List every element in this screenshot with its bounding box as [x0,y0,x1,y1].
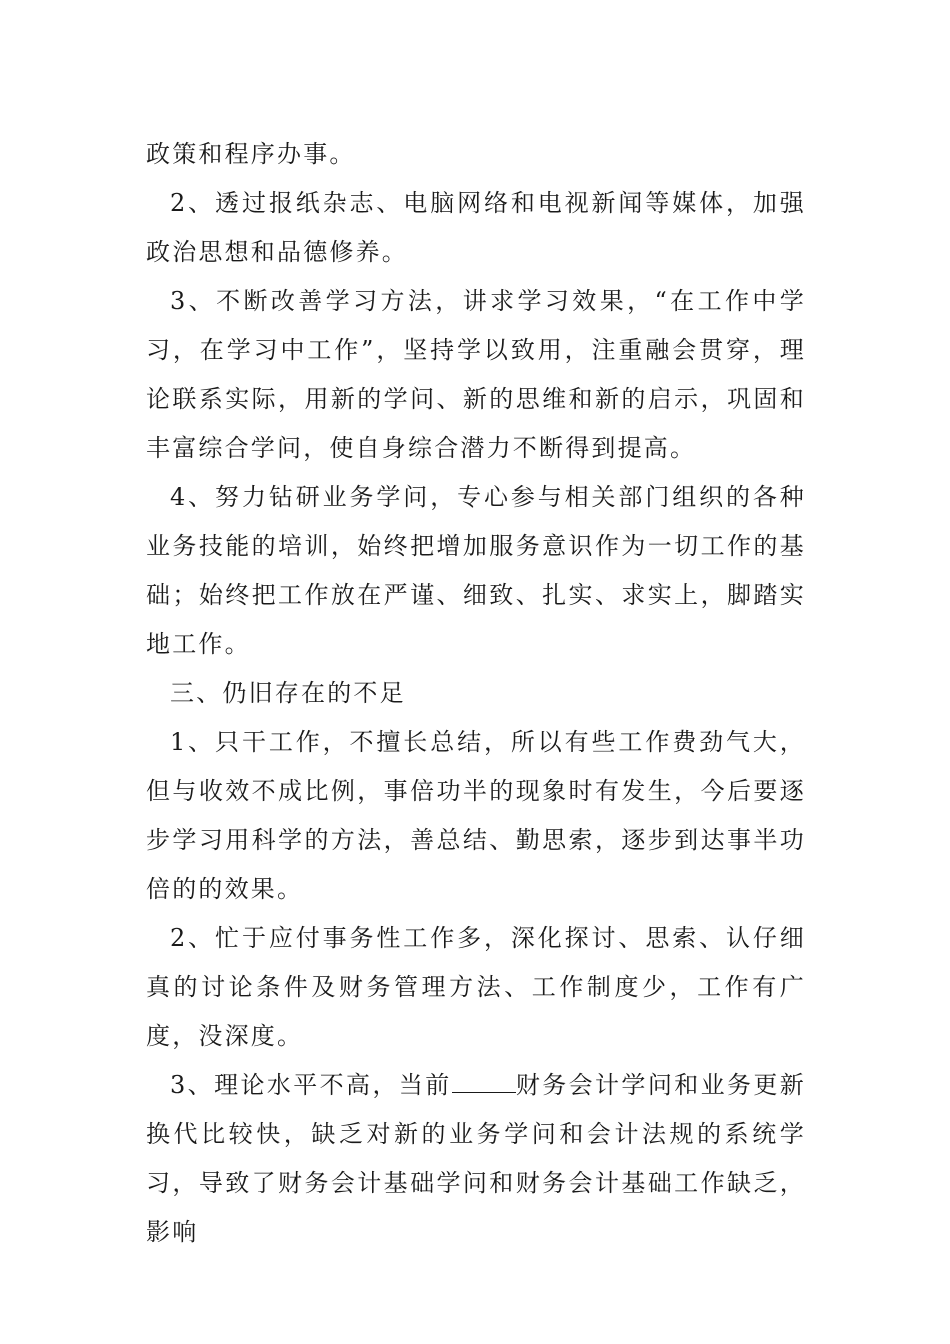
paragraph-shortcoming-3 [146,1061,806,1257]
section-heading-shortcomings: 三、仍旧存在的不足 [170,679,406,707]
paragraph-shortcoming-2: 2、忙于应付事务性工作多，深化探讨、思索、认仔细真的讨论条件及财务管理方法、工作制度少，工作有广度，没深度。 [146,924,806,1050]
shortcoming-3-lead-text: 3、理论水平不高，当前 [170,1071,452,1099]
fill-in-blank-line [452,1072,516,1093]
document-body [146,130,806,1257]
paragraph-shortcoming-1: 1、只干工作，不擅长总结，所以有些工作费劲气大，但与收效不成比例，事倍功半的现象时有发生，今后要逐步学习用科学的方法，善总结、勤思索，逐步到达事半功倍的的效果。 [146,728,806,903]
paragraph-item-4-business: 4、努力钻研业务学问，专心参与相关部门组织的各种业务技能的培训，始终把增加服务意识作为一切工作的基础；始终把工作放在严谨、细致、扎实、求实上，脚踏实地工作。 [146,483,806,658]
paragraph-item-2-media: 2、透过报纸杂志、电脑网络和电视新闻等媒体，加强政治思想和品德修养。 [146,189,806,266]
paragraph-item-3-learning: 3、不断改善学习方法，讲求学习效果，“在工作中学习，在学习中工作”，坚持学以致用，注重融会贯穿，理论联系实际，用新的学问、新的思维和新的启示，巩固和丰富综合学问，使自身综合潜力不断得到提高。 [146,287,806,462]
paragraph-policy: 政策和程序办事。 [146,140,356,168]
shortcoming-3-rest-text: 财务会计学问和业务更新换代比较快，缺乏对新的业务学问和会计法规的系统学习，导致了财务会计基础学问和财务会计基础工作缺乏，影响 [146,1071,807,1246]
